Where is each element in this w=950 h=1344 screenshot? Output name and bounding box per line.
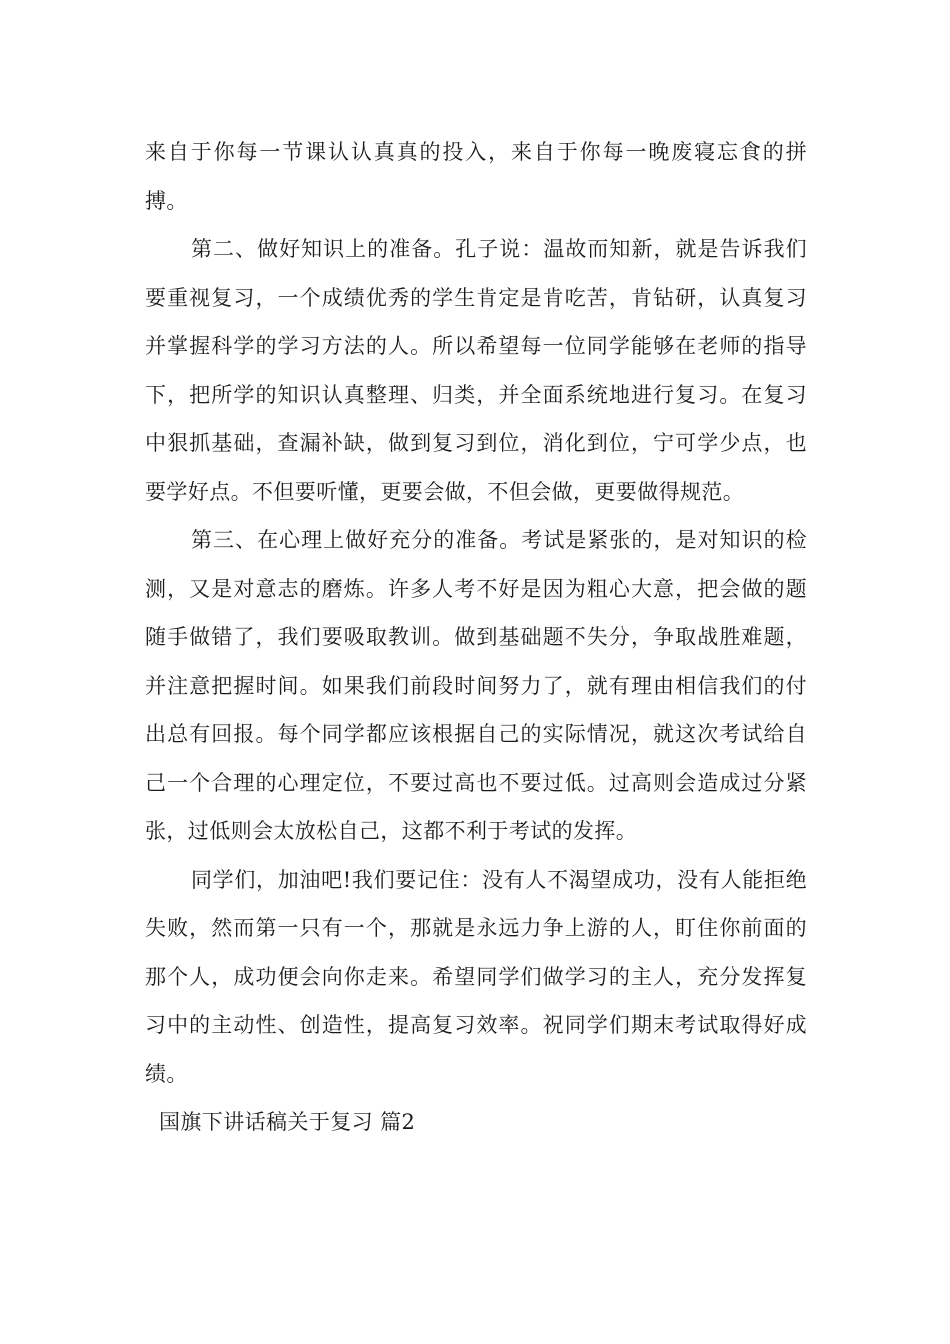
paragraph-knowledge-preparation: 第二、做好知识上的准备。孔子说：温故而知新，就是告诉我们要重视复习，一个成绩优秀的学生肯定是肯吃苦，肯钻研，认真复习并掌握科学的学习方法的人。所以希望每一位同学能够在老师的指导下，把所学的知识认真整理、归类，并全面系统地进行复习。在复习中狠抓基础，查漏补缺，做到复习到位，消化到位，宁可学少点，也要学好点。不但要听懂，更要会做，不但会做，更要做得规范。 <box>145 237 807 504</box>
document-body <box>145 128 807 1147</box>
paragraph-continuation: 来自于你每一节课认认真真的投入，来自于你每一晚废寝忘食的拼搏。 <box>145 140 807 213</box>
paragraph-mental-preparation: 第三、在心理上做好充分的准备。考试是紧张的，是对知识的检测，又是对意志的磨炼。许多人考不好是因为粗心大意，把会做的题随手做错了，我们要吸取教训。做到基础题不失分，争取战胜难题，并注意把握时间。如果我们前段时间努力了，就有理由相信我们的付出总有回报。每个同学都应该根据自己的实际情况，就这次考试给自己一个合理的心理定位，不要过高也不要过低。过高则会造成过分紧张，过低则会太放松自己，这都不利于考试的发挥。 <box>145 528 807 843</box>
paragraph-encouragement: 同学们，加油吧!我们要记住：没有人不渴望成功，没有人能拒绝失败，然而第一只有一个，那就是永远力争上游的人，盯住你前面的那个人，成功便会向你走来。希望同学们做学习的主人，充分发挥复习中的主动性、创造性，提高复习效率。祝同学们期末考试取得好成绩。 <box>145 867 807 1086</box>
section-heading: 国旗下讲话稿关于复习 篇2 <box>159 1110 416 1134</box>
